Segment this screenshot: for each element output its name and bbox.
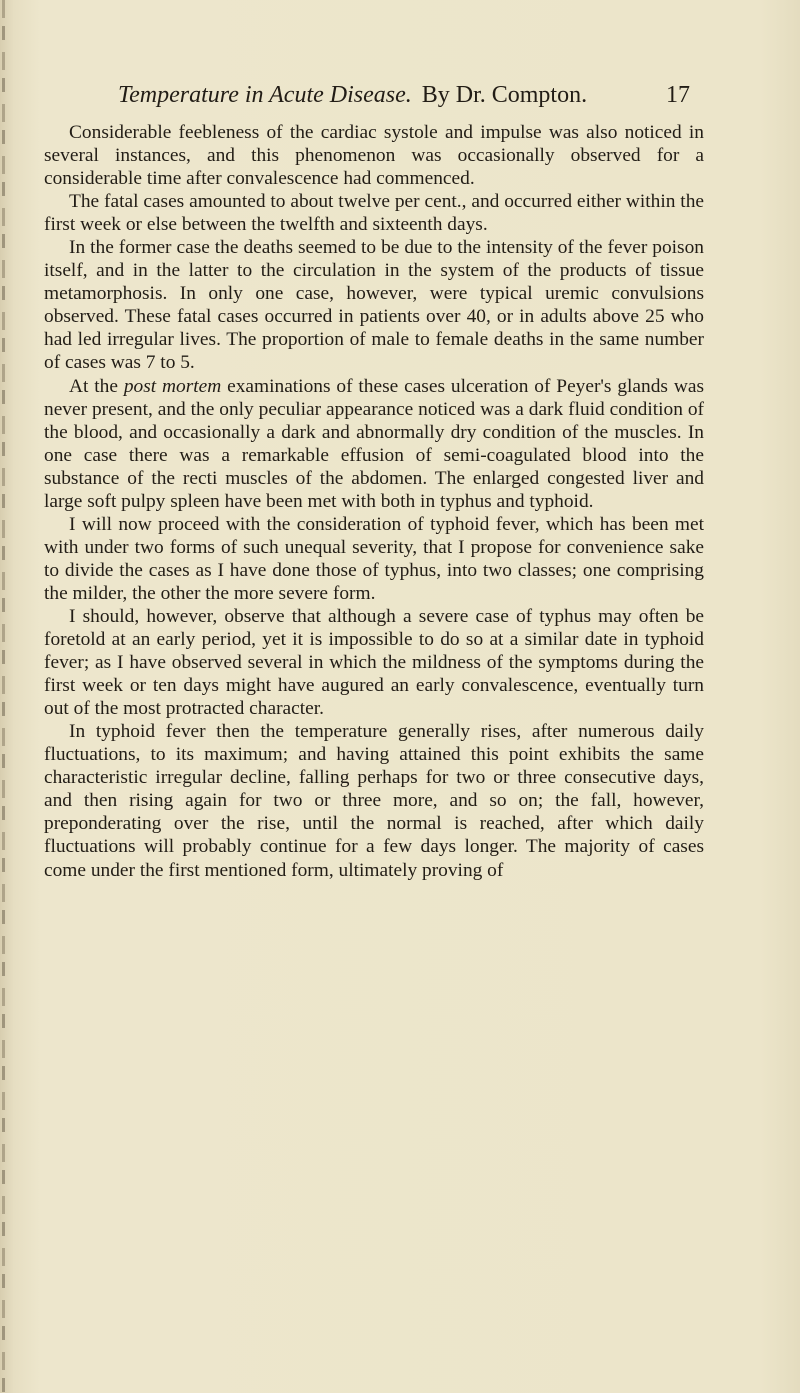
paragraph-6: I should, however, observe that although a severe case of typhus may often be foretold at an early period, yet it is impossible to do so at a similar date in typhoid fever; as I have observed several in which the mildness of the symptoms during the first week or ten days might have augured an early convalescence, eventually turn out of the most protracted character.	[44, 605, 704, 720]
running-header	[118, 78, 690, 112]
author-byline: By Dr. Compton.	[421, 82, 588, 108]
paragraph-1: Considerable feebleness of the cardiac systole and impulse was also noticed in several instances, and this phenomenon was occasionally observed for a considerable time after convalescence had commenced.	[44, 122, 704, 190]
paragraph-4: At the post mortem examinations of these cases ulceration of Peyer's glands was never present, and the only peculiar appearance noticed was a dark fluid condition of the blood, and occasionally a dark and abnormally dry condition of the muscles. In one case there was a remarkable effusion of semi-coagulated blood into the substance of the recti muscles of the abdomen. The enlarged congested liver and large soft pulpy spleen have been met with both in typhus and typhoid.	[44, 375, 704, 512]
paragraph-2: The fatal cases amounted to about twelve per cent., and occurred either within the first week or else between the twelfth and sixteenth days.	[44, 191, 704, 236]
page-number: 17	[666, 82, 690, 108]
italic-phrase-post-mortem: post mortem	[123, 375, 222, 397]
paragraph-7: In typhoid fever then the temperature generally rises, after numerous daily fluctuations, to its maximum; and having attained this point exhibits the same characteristic irregular decline, falling perhaps for two or three consecutive days, and then rising again for two or three more, and so on; the fall, however, preponderating over the rise, until the normal is reached, after which daily fluctuations will probably continue for a few days longer. The majority of cases come under the first mentioned form, ultimately proving of	[44, 721, 704, 881]
running-title: Temperature in Acute Disease.	[118, 82, 412, 108]
paragraph-3: In the former case the deaths seemed to be due to the intensity of the fever poison itself, and in the latter to the circulation in the system of the products of tissue metamorphosis. In only one case, however, were typical uremic convulsions observed. These fatal cases occurred in patients over 40, or in adults above 25 who had led irregular lives. The proportion of male to female deaths in the same number of cases was 7 to 5.	[44, 237, 704, 374]
body-text	[44, 121, 704, 882]
paragraph-5: I will now proceed with the consideration of typhoid fever, which has been met with under two forms of such unequal severity, that I propose for convenience sake to divide the cases as I have done those of typhus, into two classes; one comprising the milder, the other the more severe form.	[44, 513, 704, 604]
binding-gutter	[2, 0, 5, 1393]
